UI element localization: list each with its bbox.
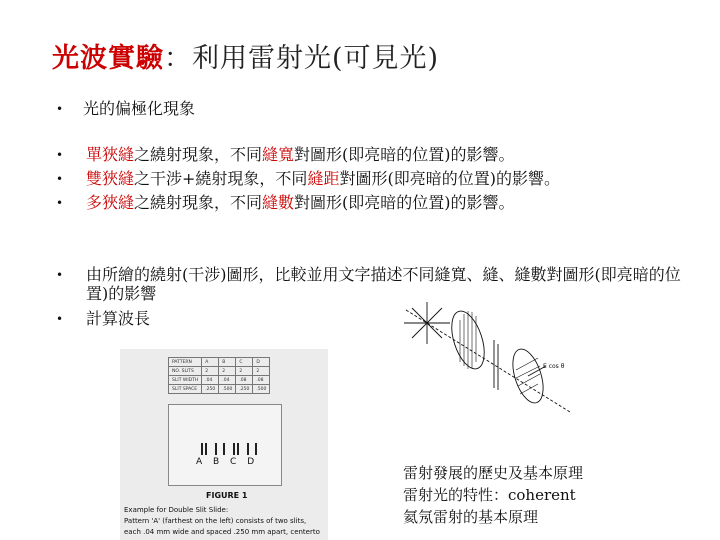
figure-caption: FIGURE 1 bbox=[206, 491, 248, 500]
highlight-term: 縫數 bbox=[262, 193, 295, 212]
table-cell: .250 bbox=[202, 385, 219, 394]
table-cell: .500 bbox=[219, 385, 236, 394]
figure-slit-slide bbox=[120, 349, 328, 540]
table-cell: 2 bbox=[219, 367, 236, 376]
link-hene-laser[interactable]: 氦氖雷射的基本原理 bbox=[403, 508, 539, 526]
table-cell: .08 bbox=[236, 376, 253, 385]
table-row bbox=[169, 358, 270, 367]
highlight-term: 雙狹縫 bbox=[86, 169, 135, 188]
table-cell: A bbox=[202, 358, 219, 367]
example-text: each .04 mm wide and spaced .250 mm apart, centerto bbox=[124, 528, 320, 536]
bullet-dot: • bbox=[56, 268, 64, 282]
table-cell: D bbox=[253, 358, 270, 367]
bullet-dot: • bbox=[56, 312, 64, 326]
slide-outline bbox=[168, 404, 282, 486]
table-cell: PATTERN bbox=[169, 358, 202, 367]
bullet-text: 光的偏極化現象 bbox=[83, 99, 196, 118]
bullet-text: 由所繪的繞射(干涉)圖形，比較並用文字描述不同縫寬、縫、縫數對圖形(即亮暗的位置)的影響 bbox=[86, 265, 681, 303]
table-cell: .04 bbox=[202, 376, 219, 385]
figure-example bbox=[124, 505, 324, 538]
table-cell: 2 bbox=[253, 367, 270, 376]
table-cell: SLIT WIDTH bbox=[169, 376, 202, 385]
pattern-letters: A B C D bbox=[196, 457, 259, 467]
table-cell: .500 bbox=[253, 385, 270, 394]
table-row bbox=[169, 367, 270, 376]
example-text: Pattern 'A' (farthest on the left) consists of two slits, bbox=[124, 517, 307, 525]
bullet-text: 對圖形(即亮暗的位置)的影響。 bbox=[294, 193, 515, 212]
link-laser-properties[interactable]: 雷射光的特性：coherent bbox=[403, 486, 576, 504]
table-cell: SLIT SPACE bbox=[169, 385, 202, 394]
highlight-term: 單狹縫 bbox=[86, 145, 135, 164]
bullet-dot: • bbox=[56, 102, 64, 116]
polarization-diagram bbox=[398, 300, 578, 420]
table-cell: .08 bbox=[253, 376, 270, 385]
slit-spec-table bbox=[168, 357, 270, 394]
table-cell: .04 bbox=[219, 376, 236, 385]
table-row bbox=[169, 376, 270, 385]
bullet-text: 之繞射現象，不同 bbox=[134, 145, 263, 164]
table-cell: .250 bbox=[236, 385, 253, 394]
bullet-text: 之繞射現象，不同 bbox=[134, 193, 263, 212]
bullet-text: 計算波長 bbox=[86, 309, 151, 328]
bullet-dot: • bbox=[56, 148, 64, 162]
bullet-text: 對圖形(即亮暗的位置)的影響。 bbox=[294, 145, 515, 164]
bullet-text: 之干涉+繞射現象，不同 bbox=[134, 169, 308, 188]
highlight-term: 縫距 bbox=[307, 169, 340, 188]
table-cell: 2 bbox=[202, 367, 219, 376]
table-row bbox=[169, 385, 270, 394]
link-laser-history[interactable]: 雷射發展的歷史及基本原理 bbox=[403, 464, 584, 482]
bullet-dot: • bbox=[56, 172, 64, 186]
table-cell: 2 bbox=[236, 367, 253, 376]
title-main: 光波實驗 bbox=[52, 43, 164, 74]
bullet-dot: • bbox=[56, 196, 64, 210]
table-cell: C bbox=[236, 358, 253, 367]
table-cell: NO. SLITS bbox=[169, 367, 202, 376]
diagram-label: E cos θ bbox=[543, 363, 565, 370]
topic-links bbox=[403, 462, 583, 528]
title-rest: ：利用雷射光(可見光) bbox=[164, 43, 440, 74]
page-title bbox=[52, 36, 439, 75]
bullet-text: 對圖形(即亮暗的位置)的影響。 bbox=[339, 169, 560, 188]
example-title: Example for Double Slit Slide: bbox=[124, 506, 229, 514]
highlight-term: 縫寬 bbox=[262, 145, 295, 164]
table-cell: B bbox=[219, 358, 236, 367]
slit-marks bbox=[199, 443, 259, 455]
highlight-term: 多狹縫 bbox=[86, 193, 135, 212]
